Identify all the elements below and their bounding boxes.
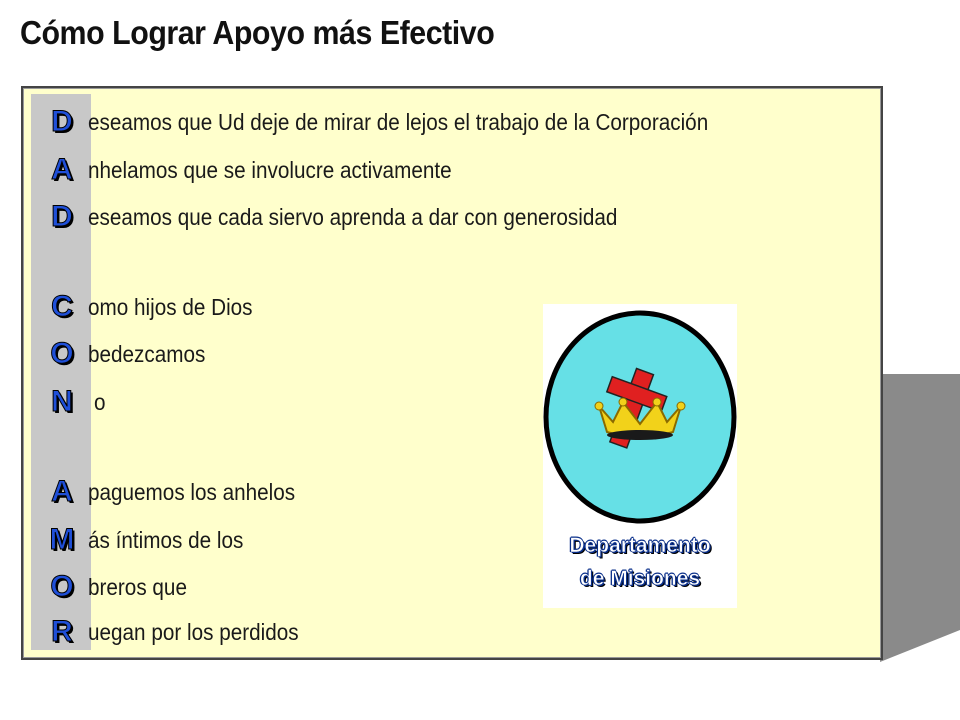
line-6	[38, 379, 107, 425]
acronym-letter: N	[51, 385, 73, 418]
line-text: bedezcamos	[88, 340, 206, 367]
acronym-letter: O	[50, 570, 74, 603]
missions-logo	[543, 304, 737, 608]
line-10	[38, 609, 322, 655]
line-2	[38, 147, 492, 193]
line-text: o	[94, 388, 106, 415]
acronym-letter: O	[50, 337, 74, 370]
line-1	[38, 99, 777, 145]
line-text: omo hijos de Dios	[88, 293, 253, 320]
line-7	[38, 469, 318, 515]
crown-and-cross-icon	[543, 304, 737, 534]
line-text: uegan por los perdidos	[88, 618, 299, 645]
acronym-letter: A	[51, 475, 73, 508]
line-text: ás íntimos de los	[88, 526, 244, 553]
line-text: paguemos los anhelos	[88, 478, 296, 505]
line-3	[38, 194, 676, 240]
line-4	[38, 284, 271, 330]
line-8	[38, 517, 261, 563]
acronym-letter: D	[51, 200, 73, 233]
logo-caption-line2: de Misiones	[579, 567, 701, 590]
logo-caption-line1: Departamento	[569, 534, 711, 557]
line-9	[38, 564, 198, 610]
acronym-letter: R	[51, 615, 73, 648]
acronym-letter: D	[51, 105, 73, 138]
page-title: Cómo Lograr Apoyo más Efectivo	[20, 14, 495, 51]
line-text: breros que	[88, 573, 187, 600]
acronym-letter: A	[51, 153, 73, 186]
line-text: eseamos que Ud deje de mirar de lejos el trabajo de la Corporación	[88, 108, 709, 135]
line-text: nhelamos que se involucre activamente	[88, 156, 452, 183]
line-text: eseamos que cada siervo aprenda a dar con generosidad	[88, 203, 618, 230]
line-5	[38, 331, 218, 377]
acronym-letter: M	[49, 523, 75, 556]
content-panel	[21, 86, 883, 660]
acronym-letter: C	[51, 290, 73, 323]
